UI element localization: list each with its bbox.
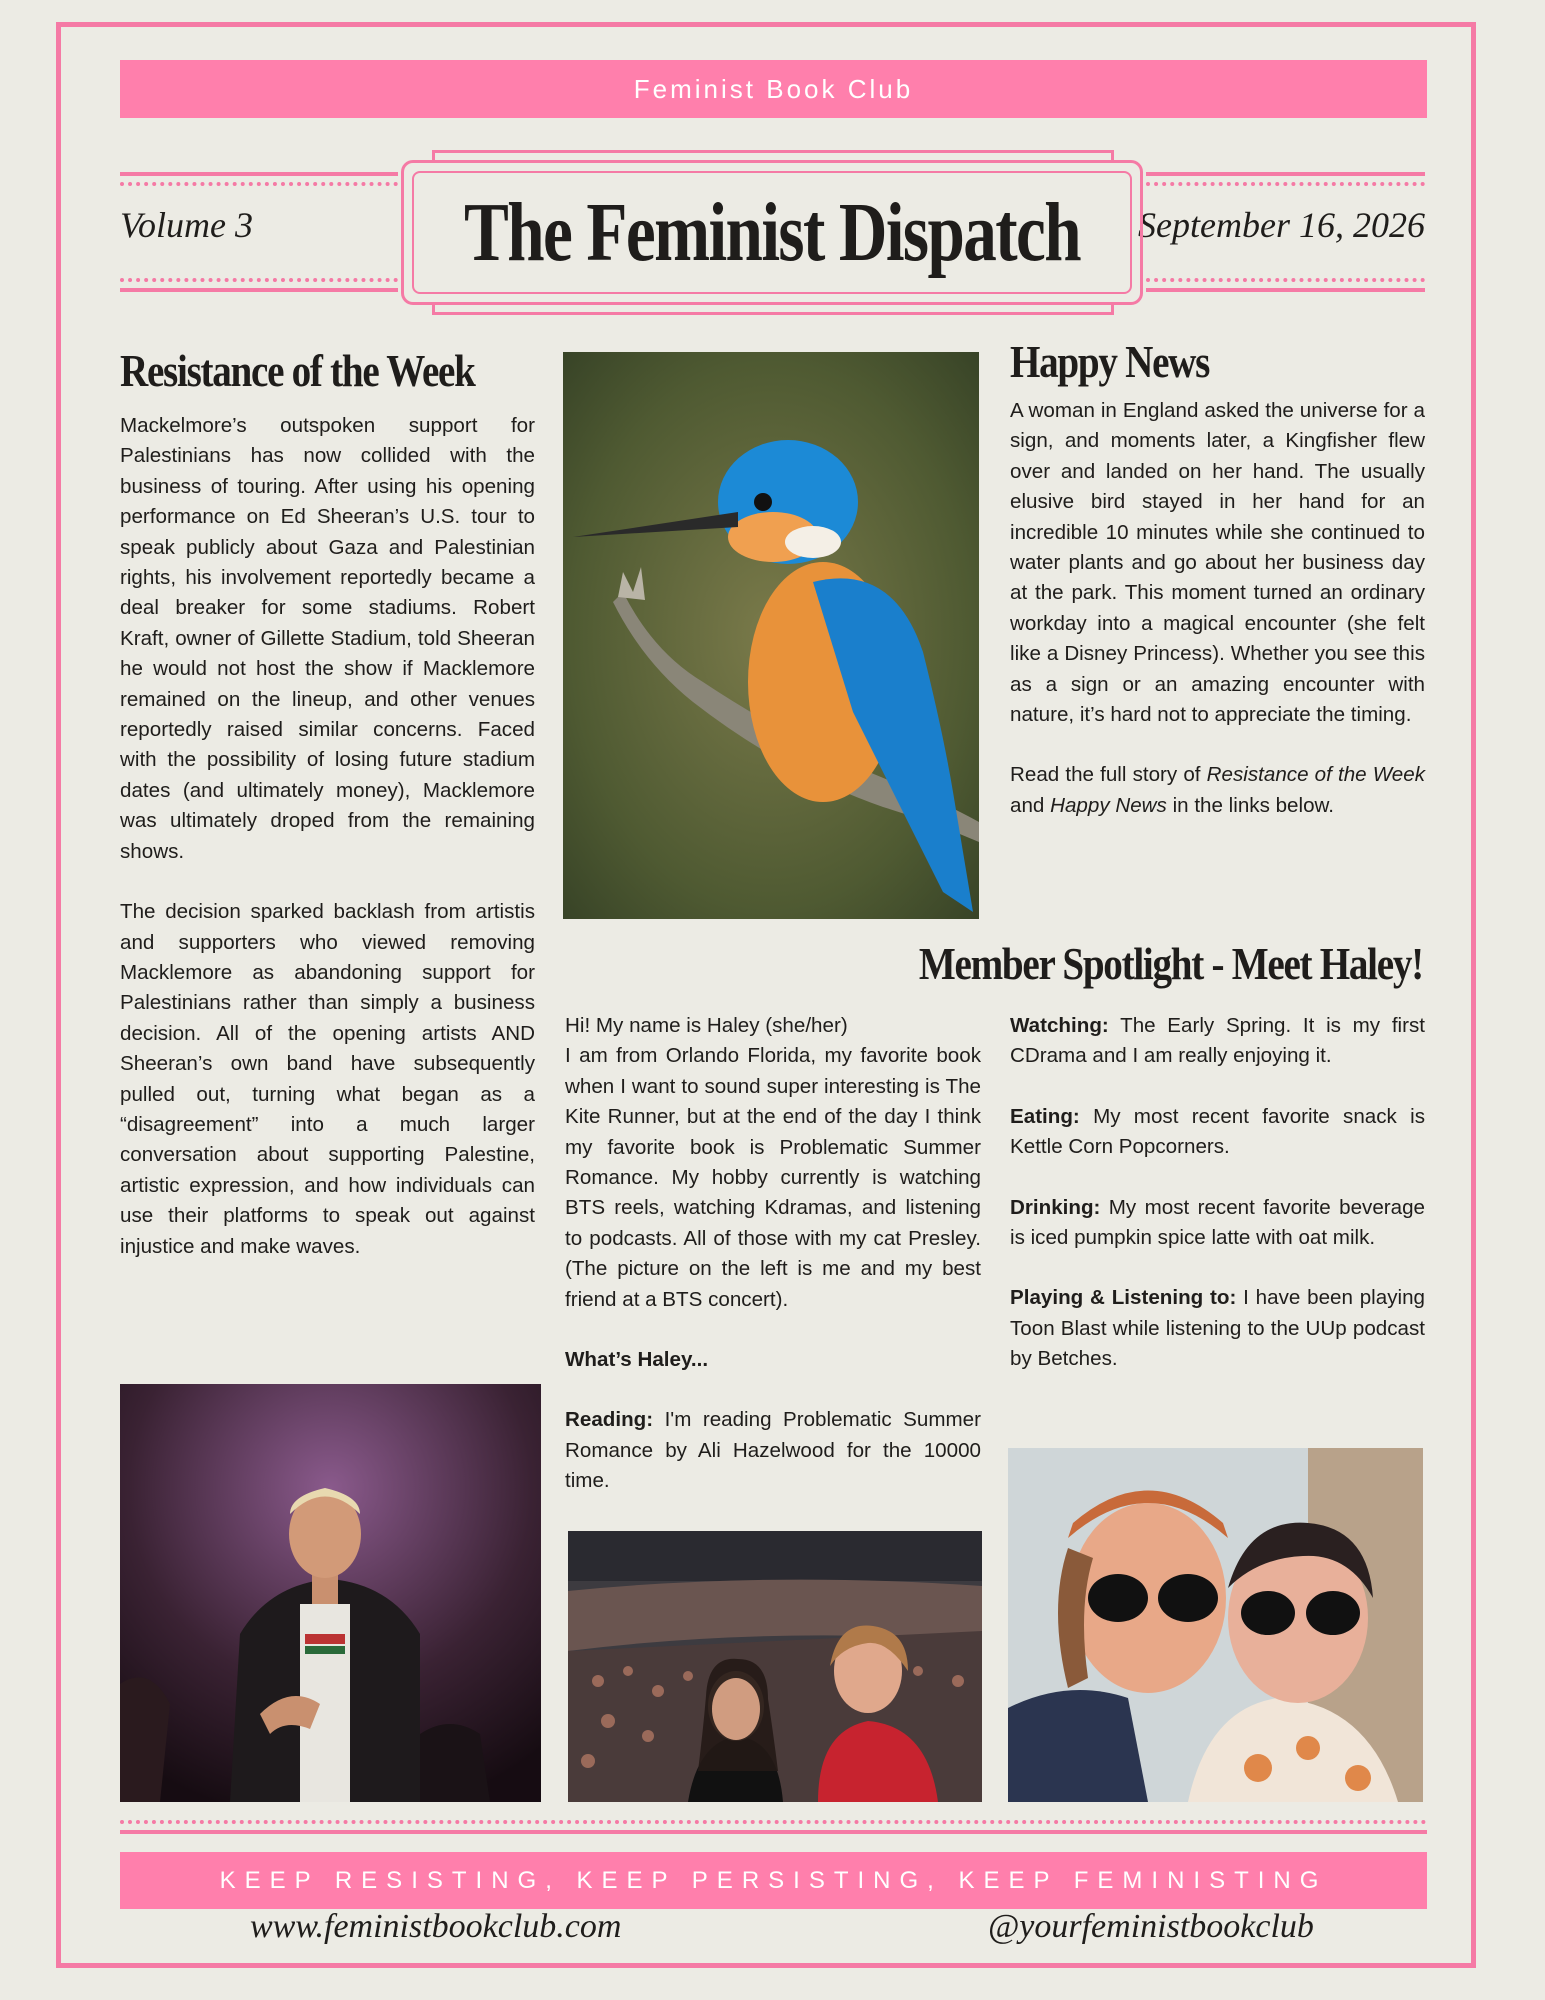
social-handle[interactable]: @yourfeministbookclub <box>988 1908 1314 1945</box>
slogan: KEEP RESISTING, KEEP PERSISTING, KEEP FEMINISTING <box>219 1866 1328 1894</box>
volume-label: Volume 3 <box>120 205 253 245</box>
masthead-dotted-left-top <box>120 182 398 186</box>
footer-rule <box>120 1830 1427 1834</box>
masthead-dotted-left-bottom <box>120 278 398 282</box>
masthead-rule-left-bottom <box>120 288 398 292</box>
newsletter-title: The Feminist Dispatch <box>463 186 1081 279</box>
drinking-item: Drinking: My most recent favorite beverage is iced pumpkin spice latte with oat milk. <box>1010 1195 1425 1250</box>
masthead-rule-left-top <box>120 172 398 176</box>
masthead-dotted-right-top <box>1146 182 1425 186</box>
slogan-banner <box>120 1852 1427 1909</box>
eating-item: Eating: My most recent favorite snack is Kettle Corn Popcorners. <box>1010 1104 1425 1159</box>
read-more-note: Read the full story of Resistance of the Week and Happy News in the links below. <box>1010 763 1425 817</box>
playing-item: Playing & Listening to: I have been playing Toon Blast while listening to the UUp podcast by Betches. <box>1010 1286 1425 1371</box>
watching-item: Watching: The Early Spring. It is my first CDrama and I am really enjoying it. <box>1010 1014 1425 1068</box>
kingfisher-photo <box>563 352 979 919</box>
macklemore-photo <box>120 1384 541 1802</box>
reading-item: Reading: I'm reading Problematic Summer Romance by Ali Hazelwood for the 10000 time. <box>565 1408 981 1493</box>
club-name: Feminist Book Club <box>633 73 914 104</box>
masthead-rule-right-bottom <box>1146 288 1425 292</box>
spotlight-favorites <box>1010 1011 1425 1375</box>
happy-news-heading: Happy News <box>1010 336 1210 387</box>
concert-selfie-photo <box>568 1531 982 1802</box>
friends-selfie-photo <box>1008 1448 1423 1802</box>
spotlight-intro: Hi! My name is Haley (she/her) <box>565 1014 848 1037</box>
resistance-paragraph-2: The decision sparked backlash from artistis and supporters who viewed removing Macklemore as abandoning support for Palestinians rather than simply a business decision. All of the opening artists AND Sheeran’s own band have subsequently pulled out, turning what began as a “disagreement” into a much larger conversation about supporting Palestine, artistic expression, and how individuals can use their platforms to speak out against injustice and make waves. <box>120 900 535 1258</box>
spotlight-bio-text: I am from Orlando Florida, my favorite book when I want to sound super interesting is The Kite Runner, but at the end of the day I think my favorite book is Problematic Summer Romance. My hobby currently is watching BTS reels, watching Kdramas, and listening to podcasts. All of those with my cat Presley. (The picture on the left is me and my best friend at a BTS concert). <box>565 1044 981 1311</box>
website-link[interactable]: www.feministbookclub.com <box>250 1908 622 1945</box>
happy-news-paragraph: A woman in England asked the universe for a sign, and moments later, a Kingfisher flew over and landed on her hand. The usually elusive bird stayed in her hand for an incredible 10 minutes while she continued to water plants and go about her business day at the park. This moment turned an ordinary workday into a magical encounter (she felt like a Disney Princess). Whether you see this as a sign or an amazing encounter with nature, it’s hard not to appreciate the timing. <box>1010 399 1425 727</box>
resistance-paragraph-1: Mackelmore’s outspoken support for Palestinians has now collided with the business of touring. After using his opening performance on Ed Sheeran’s U.S. tour to speak publicly about Gaza and Palestinian rights, his involvement reportedly became a deal breaker for some stadiums. Robert Kraft, owner of Gillette Stadium, told Sheeran he would not host the show if Macklemore remained on the lineup, and other venues reportedly raised similar concerns. Faced with the possibility of losing future stadium dates (and ultimately money), Macklemore was ultimately droped from the remaining shows. <box>120 414 535 863</box>
masthead <box>412 171 1132 294</box>
resistance-article <box>120 411 535 1262</box>
spotlight-heading: Member Spotlight - Meet Haley! <box>919 938 1423 989</box>
masthead-rule-right-top <box>1146 172 1425 176</box>
issue-date: September 16, 2026 <box>1138 205 1425 245</box>
spotlight-bio <box>565 1011 981 1497</box>
happy-news-article <box>1010 396 1425 821</box>
resistance-heading: Resistance of the Week <box>120 345 475 396</box>
whats-haley: What’s Haley... <box>565 1348 709 1372</box>
footer-dotted-rule <box>120 1820 1427 1824</box>
masthead-dotted-right-bottom <box>1146 278 1425 282</box>
club-banner <box>120 60 1427 118</box>
